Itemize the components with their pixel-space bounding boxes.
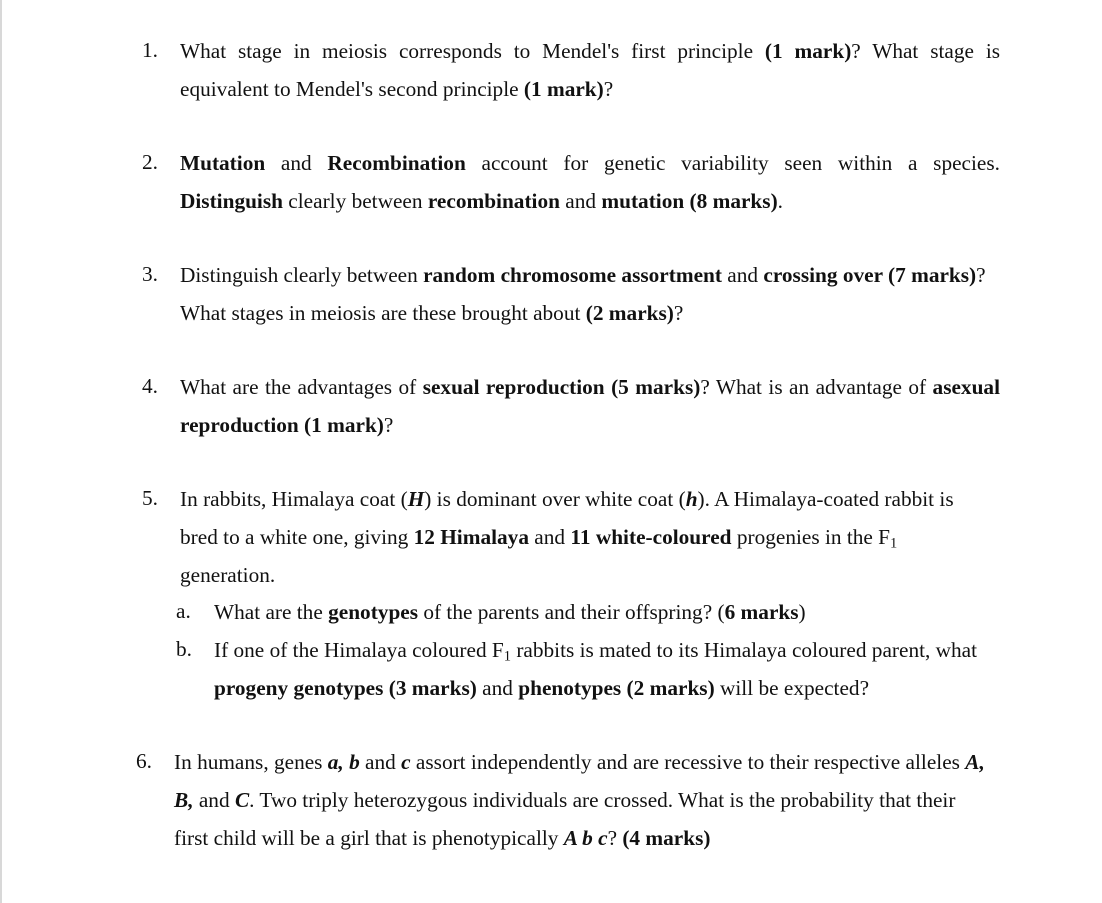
text-run: In humans, genes [174,750,328,774]
question-line [180,374,1000,412]
text-run: rabbits is mated to its Himalaya coloured parent, what [511,638,978,662]
text-run: ? [603,77,614,101]
text-run: and [476,676,519,700]
question-line [180,486,1000,524]
text-run: progenies in the F [731,525,891,549]
text-run: In rabbits, Himalaya coat ( [180,487,408,511]
question-line [180,262,1000,300]
bold-text [965,750,985,774]
bold-text: mutation (8 marks) [601,189,778,213]
text-run: generation. [180,563,276,587]
text-run: ) [798,600,806,624]
bold-text: 6 marks [724,600,799,624]
text-run: ). A Himalaya-coated rabbit is [697,487,954,511]
bold-text: 11 white-coloured [570,525,732,549]
text-run: equivalent to Mendel's second principle [180,77,524,101]
question-number: 4. [142,374,158,398]
text-run: ? What stage is [851,39,1001,63]
question-number: 3. [142,262,158,286]
text-run: assort independently and are recessive to their respective alleles [410,750,966,774]
subpart-line [214,675,1004,713]
bold-text [174,788,194,812]
bold-text: reproduction (1 mark) [180,413,384,437]
question-line [180,562,1000,600]
text-run: and [193,788,235,812]
italic-text: A, [965,750,985,774]
question-line [180,300,1000,338]
italic-text: H [407,487,425,511]
question-number: 2. [142,150,158,174]
question-line [180,524,1000,562]
text-run: Distinguish clearly between [180,263,424,287]
bold-text [686,487,698,511]
italic-text: C [234,788,250,812]
bold-text: crossing over (7 marks) [763,263,977,287]
bold-text [401,750,410,774]
bold-text [564,826,608,850]
text-run: What are the [214,600,329,624]
text-run: and [528,525,571,549]
question-line [180,188,1000,226]
question-number: 6. [136,749,152,773]
text-run: account for genetic variability seen within a species. [465,151,1000,175]
question-line [180,150,1000,188]
text-run: will be expected? [714,676,870,700]
question-line [174,749,1000,787]
bold-text: sexual reproduction (5 marks) [422,375,701,399]
question-line [180,412,1000,450]
bold-text [408,487,425,511]
question-number: 5. [142,486,158,510]
bold-text [235,788,249,812]
question-line [180,38,1000,76]
text-run: and [359,750,402,774]
italic-text: B, [174,788,194,812]
text-run: What stage in meiosis corresponds to Mendel's first principle [180,39,765,63]
bold-text: (1 mark) [523,77,604,101]
page-left-border [0,0,2,903]
bold-text: (1 mark) [764,39,852,63]
text-run: bred to a white one, giving [180,525,414,549]
italic-text: A b c [563,826,608,850]
bold-text: (4 marks) [622,826,711,850]
bold-text: (2 marks) [585,301,674,325]
text-run: ? [976,263,986,287]
italic-text: h [685,487,698,511]
question-line [174,787,1000,825]
text-run: of the parents and their offspring? ( [418,600,725,624]
bold-text: 12 Himalaya [413,525,529,549]
question-line [174,825,1000,863]
text-run: and [559,189,602,213]
text-run: and [265,151,328,175]
text-run: ? [673,301,684,325]
text-run: and [721,263,764,287]
bold-text: recombination [427,189,560,213]
subpart-line [214,599,1004,637]
question-line [180,76,1000,114]
text-run: ? [607,826,623,850]
text-run: ) is dominant over white coat ( [424,487,686,511]
subpart-line [214,637,1004,675]
subpart-letter: a. [176,599,191,623]
text-run: What stages in meiosis are these brought about [180,301,586,325]
bold-text: Recombination [327,151,466,175]
subscript-text: 1 [890,535,898,552]
text-run: . Two triply heterozygous individuals are crossed. What is the probability that their [249,788,956,812]
bold-text [328,750,360,774]
text-run: first child will be a girl that is phenotypically [174,826,564,850]
question-number: 1. [142,38,158,62]
text-run: If one of the Himalaya coloured F [214,638,504,662]
bold-text: genotypes [328,600,419,624]
bold-text: random chromosome assortment [423,263,722,287]
bold-text: phenotypes (2 marks) [518,676,715,700]
text-run: ? [383,413,394,437]
text-run: What are the advantages of [180,375,423,399]
bold-text: asexual [932,375,1000,399]
text-run: ? What is an advantage of [700,375,933,399]
italic-text: c [401,750,411,774]
text-run: clearly between [282,189,428,213]
subpart-letter: b. [176,637,192,661]
text-run: . [777,189,783,213]
bold-text: Mutation [180,151,266,175]
italic-text: a, b [327,750,360,774]
subscript-text: 1 [503,648,512,665]
bold-text: Distinguish [180,189,283,213]
bold-text: progeny genotypes (3 marks) [214,676,477,700]
